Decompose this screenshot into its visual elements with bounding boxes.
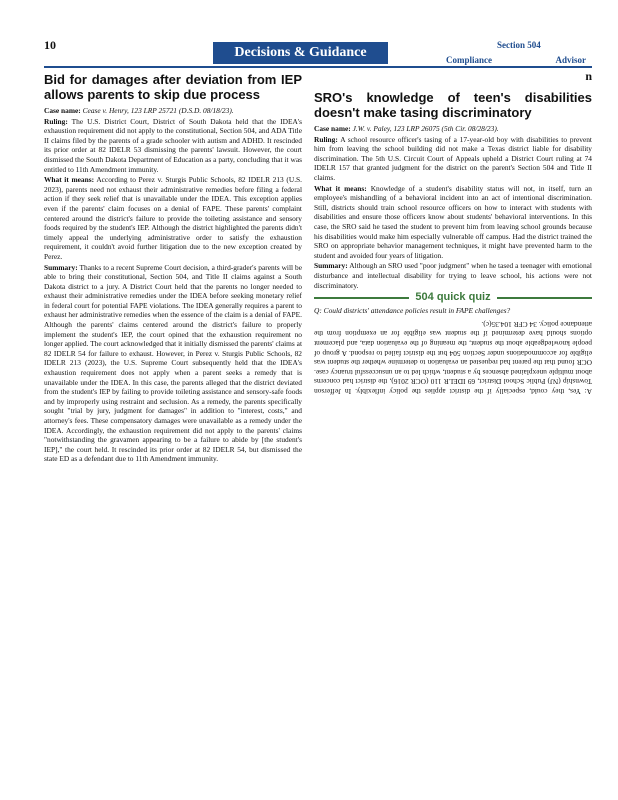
quiz-answer-upside-down: A: Yes, they could, especially if the district applies the policy inflexibly. In Jefferson Township (NJ) Public School District, 69 IDELR 110 (OCR 2016), the district had concerns about multiple unexplained absences by a student, which led to an unsuccessful truancy case. OCR found that the parent had requested an evaluation to determine whether the student was eligible for accommodations under Section 504 but the district failed to respond. A group of people knowledgeable about the student, the meaning of the evaluation data, and placement options should have determined if the student was eligible for an exemption from the attendance policy. 34 CFR 104.35(c). xyxy=(314,319,592,397)
what-it-means-label: What it means: xyxy=(44,175,95,185)
case-name xyxy=(44,106,302,116)
section-banner: Decisions & Guidance xyxy=(213,42,388,64)
section-label: Section 504 xyxy=(497,40,541,50)
summary-label: Summary: xyxy=(44,262,78,272)
quiz-rule-right xyxy=(497,297,592,299)
newsletter-name xyxy=(446,55,586,65)
ruling-label: Ruling: xyxy=(44,116,68,126)
right-column xyxy=(314,69,592,397)
quiz-header xyxy=(314,293,592,303)
ruling-text-2: A school resource officer's tasing of a 17-year-old boy with disabilities to prevent him from leaving the school building did not make a Texas district liable for disability discrimination. The 5th U.S. Circuit Court of Appeals upheld a District Court ruling at 74 IDELR 157 that granted judgment for the district on the parent's Section 504 and Title II claims. xyxy=(314,134,592,182)
page-number: 10 xyxy=(44,38,56,52)
quiz-question: Q: Could districts' attendance policies result in FAPE challenges? xyxy=(314,305,511,315)
quiz-rule-left xyxy=(314,297,409,299)
end-mark: n xyxy=(585,69,592,83)
case-citation-2: J.W. v. Paley, 123 LRP 26075 (5th Cir. 08/28/23). xyxy=(352,124,499,133)
left-column xyxy=(44,72,302,465)
case-label-2: Case name: xyxy=(314,124,351,133)
what-it-means-text-2: Knowledge of a student's disability status will not, in itself, turn an employee's mishandling of a behavioral incident into an act of intentional discrimination. Still, districts should train school resource officers on how to interact with students with disabilities and ensure those officers know about students' behavioral interventions. In this case, the SRO said he tased the student to prevent him from leaving school grounds because his disabilities would make him especially vulnerable off campus. Had the district trained the SRO on appropriate behavior management techniques, it might have prevented harm to the student and avoided four years of litigation. xyxy=(314,183,592,260)
summary-text: Thanks to a recent Supreme Court decision, a third-grader's parents will be able to bring their constitutional, Section 504, and Title II claims against a South Dakota district to a jury. A District Court held that the parents no longer needed to exhaust their administrative remedies under the IDEA before seeking monetary relief in federal court for potential FAPE violations. The IDEA generally requires a parent to exhaust her administrative remedies when the essence of the claim is a denial of FAPE. Although the parents' claims centered around the district's failure to properly implement the student's IEP, the court opined that the exhaustion requirement no longer applied. The court acknowledged that it initially dismissed the parents' claims at 82 IDELR 54 for failure to exhaust. However, in Perez v. Sturgis Public Schools, 82 IDELR 213 (2023), the U.S. Supreme Court subsequently held that the IDEA's exhaustion requirement does not apply when a parent seeks a remedy that is unavailable under the IDEA. In this case, the parents alleged that the district deviated from the student's IEP by failing to provide toileting assistance and sensory-safe foods and by improperly using restraint and seclusion. As a remedy, the parents specifically sought "trial by jury, judgment for damages" in addition to "interest, costs," and attorney's fees. These compensatory damages were unavailable as a remedy under the IDEA. Accordingly, the exhaustion requirement did not apply to the parents' claims "notwithstanding the gravamen appearing to be a failure to abide by [the student's IEP]," the court held. It rescinded its prior order at 82 IDELR 54, but dismissed the state ED as a defendant due to 11th Amendment immunity. xyxy=(44,262,303,464)
what-it-means-text: According to Perez v. Sturgis Public Schools, 82 IDELR 213 (U.S. 2023), parents need not exhaust their administrative remedies before filing a federal action if they seek relief that is unavailable under the IDEA. This exception applies even if the parents' claim focuses on a denial of FAPE. These parents' complaint centered around the district's failure to provide the toileting assistance and sensory foods required by the student's IEP. Although the district highlighted the parents didn't timely appeal the underlying administrative order to satisfy the exhaustion requirement, it couldn't avoid further litigation due to the new exception created by Perez. xyxy=(44,175,303,261)
summary-text-2: Although an SRO used "poor judgment" when he tased a teenager with emotional disturbance and intellectual disability for trying to leave school, his actions were not discriminatory. xyxy=(314,261,592,290)
article-headline-2: SRO's knowledge of teen's disabilities doesn't make tasing discriminatory xyxy=(314,90,592,120)
case-label: Case name: xyxy=(44,106,81,115)
newsletter-name-right: Advisor xyxy=(555,55,586,65)
case-name-2 xyxy=(314,124,592,134)
ruling-label-2: Ruling: xyxy=(314,134,338,144)
case-citation: Cease v. Henry, 123 LRP 25721 (D.S.D. 08/18/23). xyxy=(82,106,234,115)
header-rule xyxy=(44,66,592,68)
summary-paragraph-2 xyxy=(314,261,592,290)
summary-label-2: Summary: xyxy=(314,261,348,271)
what-it-means-paragraph-2 xyxy=(314,184,592,261)
ruling-text: The U.S. District Court, District of South Dakota held that the IDEA's exhaustion requirement did not apply to the constitutional, Section 504, and ADA Title II claims filed by the parents of a grade schooler with autism and ADHD. It rescinded its prior order at 82 IDELR 53 dismissing the parents' lawsuit. However, the court dismissed the South Dakota Department of Education as a party, concluding that it was entitled to 11th Amendment immunity. xyxy=(44,116,303,174)
ruling-paragraph-2 xyxy=(314,135,592,183)
what-it-means-label-2: What it means: xyxy=(314,183,367,193)
what-it-means-paragraph xyxy=(44,175,302,261)
newsletter-name-left: Compliance xyxy=(446,55,492,65)
quiz-title: 504 quick quiz xyxy=(415,291,491,304)
article-headline: Bid for damages after deviation from IEP allows parents to skip due process xyxy=(44,72,302,102)
ruling-paragraph xyxy=(44,117,302,175)
summary-paragraph xyxy=(44,263,302,464)
